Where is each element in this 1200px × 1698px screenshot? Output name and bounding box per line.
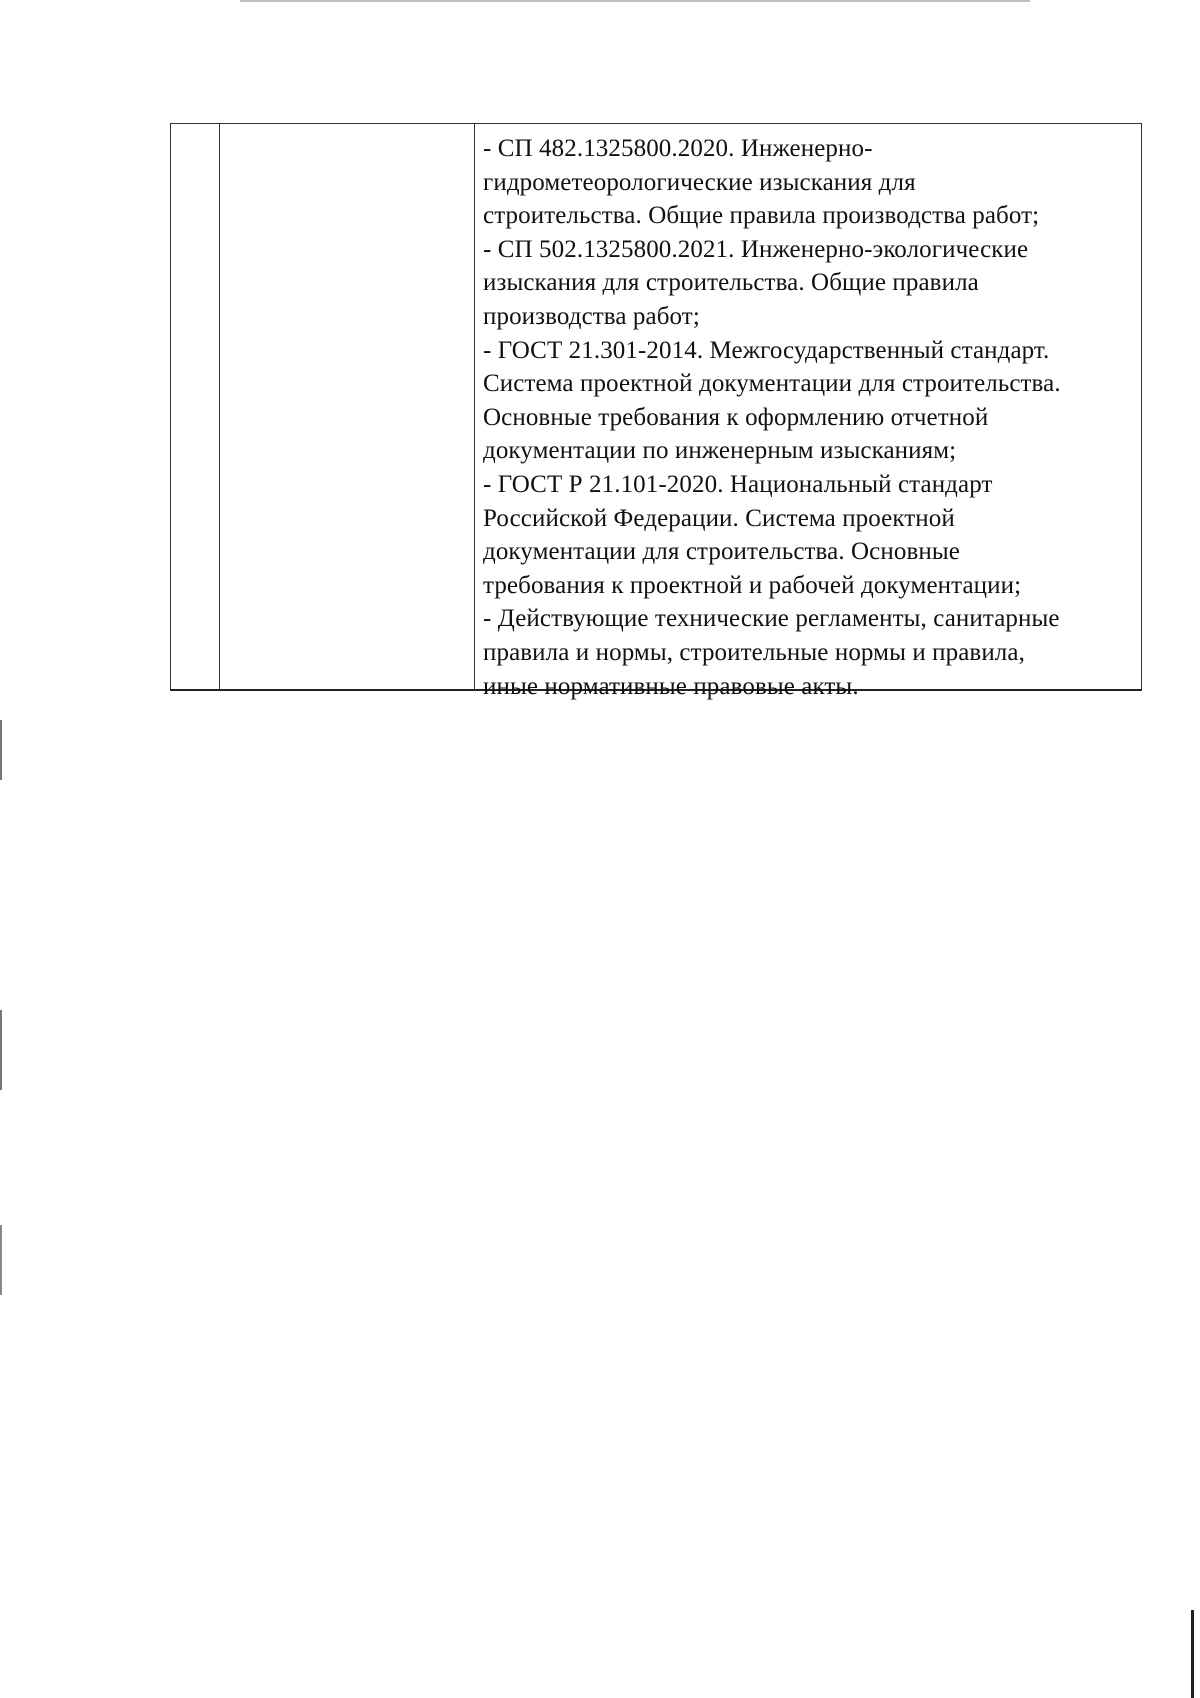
table-cell-name xyxy=(220,124,475,689)
scan-edge-artifact xyxy=(0,1010,2,1090)
text-line: Система проектной документации для строительства. xyxy=(483,370,1061,398)
table-cell-content xyxy=(475,124,1141,700)
scan-edge-artifact xyxy=(0,720,2,780)
text-line: строительства. Общие правила производства работ; xyxy=(483,202,1040,230)
scan-edge-artifact xyxy=(1191,1610,1194,1698)
text-line: Российской Федерации. Система проектной xyxy=(483,504,955,532)
text-line: документации по инженерным изысканиям; xyxy=(483,437,957,465)
text-line: иные нормативные правовые акты. xyxy=(483,672,859,700)
text-line: документации для строительства. Основные xyxy=(483,538,960,566)
scan-edge-artifact xyxy=(240,0,1030,2)
text-line: - ГОСТ Р 21.101-2020. Национальный стандарт xyxy=(483,470,993,498)
text-line: правила и нормы, строительные нормы и правила, xyxy=(483,638,1025,666)
text-line: требования к проектной и рабочей документации; xyxy=(483,571,1022,599)
scan-edge-artifact xyxy=(0,1225,2,1295)
table-cell-number xyxy=(171,124,220,689)
text-line: гидрометеорологические изыскания для xyxy=(483,168,916,196)
text-line: Основные требования к оформлению отчетной xyxy=(483,403,989,431)
text-line: - ГОСТ 21.301-2014. Межгосударственный стандарт. xyxy=(483,336,1050,364)
text-line: изыскания для строительства. Общие правила xyxy=(483,269,979,297)
requirements-table xyxy=(170,123,1142,700)
text-line: - СП 482.1325800.2020. Инженерно- xyxy=(483,135,873,162)
text-line: производства работ; xyxy=(483,302,700,330)
text-line: - СП 502.1325800.2021. Инженерно-экологические xyxy=(483,235,1029,263)
text-line: - Действующие технические регламенты, санитарные xyxy=(483,605,1060,633)
